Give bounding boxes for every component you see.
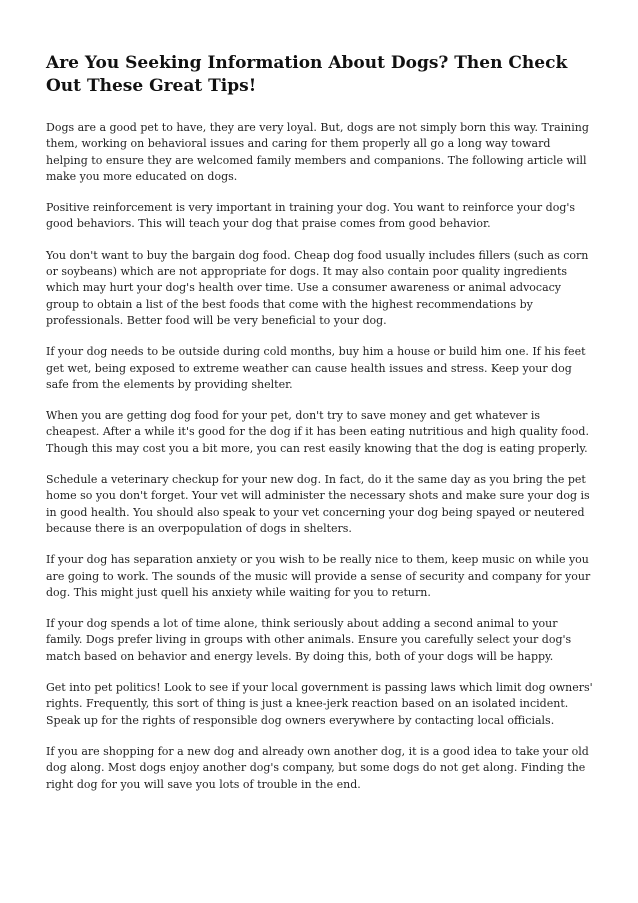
paragraph-2: Positive reinforcement is very important in training your dog. You want to reinforce your dog's good behaviors. This will teach your dog that praise comes from good behavior. xyxy=(46,201,576,231)
paragraph-5: When you are getting dog food for your pet, don't try to save money and get whatever is cheapest. After a while it's good for the dog if it has been eating nutritious and high quality food. Though this may cost you a bit more, you can rest easily knowing that the dog is eating properly. xyxy=(46,409,589,455)
document-page xyxy=(46,52,594,808)
paragraph-9: Get into pet politics! Look to see if your local government is passing laws which limit dog owners' rights. Frequently, this sort of thing is just a knee-jerk reaction based on an isolated incident. Speak up for the rights of responsible dog owners everywhere by contacting local officials. xyxy=(46,681,593,727)
paragraph-6: Schedule a veterinary checkup for your new dog. In fact, do it the same day as you bring the pet home so you don't forget. Your vet will administer the necessary shots and make sure your dog is in good health. You should also speak to your vet concerning your dog being spayed or neutered because there is an overpopulation of dogs in shelters. xyxy=(46,473,590,535)
paragraph-3: You don't want to buy the bargain dog food. Cheap dog food usually includes fillers (such as corn or soybeans) which are not appropriate for dogs. It may also contain poor quality ingredients which may hurt your dog's health over time. Use a consumer awareness or animal advocacy group to obtain a list of the best foods that come with the highest recommendations by professionals. Better food will be very beneficial to your dog. xyxy=(46,248,589,327)
paragraph-10: If you are shopping for a new dog and already own another dog, it is a good idea to take your old dog along. Most dogs enjoy another dog's company, but some dogs do not get along. Finding the right dog for you will save you lots of trouble in the end. xyxy=(46,744,589,791)
paragraph-1: Dogs are a good pet to have, they are very loyal. But, dogs are not simply born this way. Training them, working on behavioral issues and caring for them properly all go a long way toward helping to ensure they are welcomed family members and companions. The following article will make you more educated on dogs. xyxy=(46,121,589,183)
document-title: Are You Seeking Information About Dogs? Then Check Out These Great Tips! xyxy=(46,53,568,96)
paragraph-8: If your dog spends a lot of time alone, think seriously about adding a second animal to your family. Dogs prefer living in groups with other animals. Ensure you carefully select your dog's match based on behavior and energy levels. By doing this, both of your dogs will be happy. xyxy=(46,617,572,663)
paragraph-7: If your dog has separation anxiety or you wish to be really nice to them, keep music on while you are going to work. The sounds of the music will provide a sense of security and company for your dog. This might just quell his anxiety while waiting for you to return. xyxy=(46,553,591,599)
paragraph-4: If your dog needs to be outside during cold months, buy him a house or build him one. If his feet get wet, being exposed to extreme weather can cause health issues and stress. Keep your dog safe from the elements by providing shelter. xyxy=(46,345,586,391)
